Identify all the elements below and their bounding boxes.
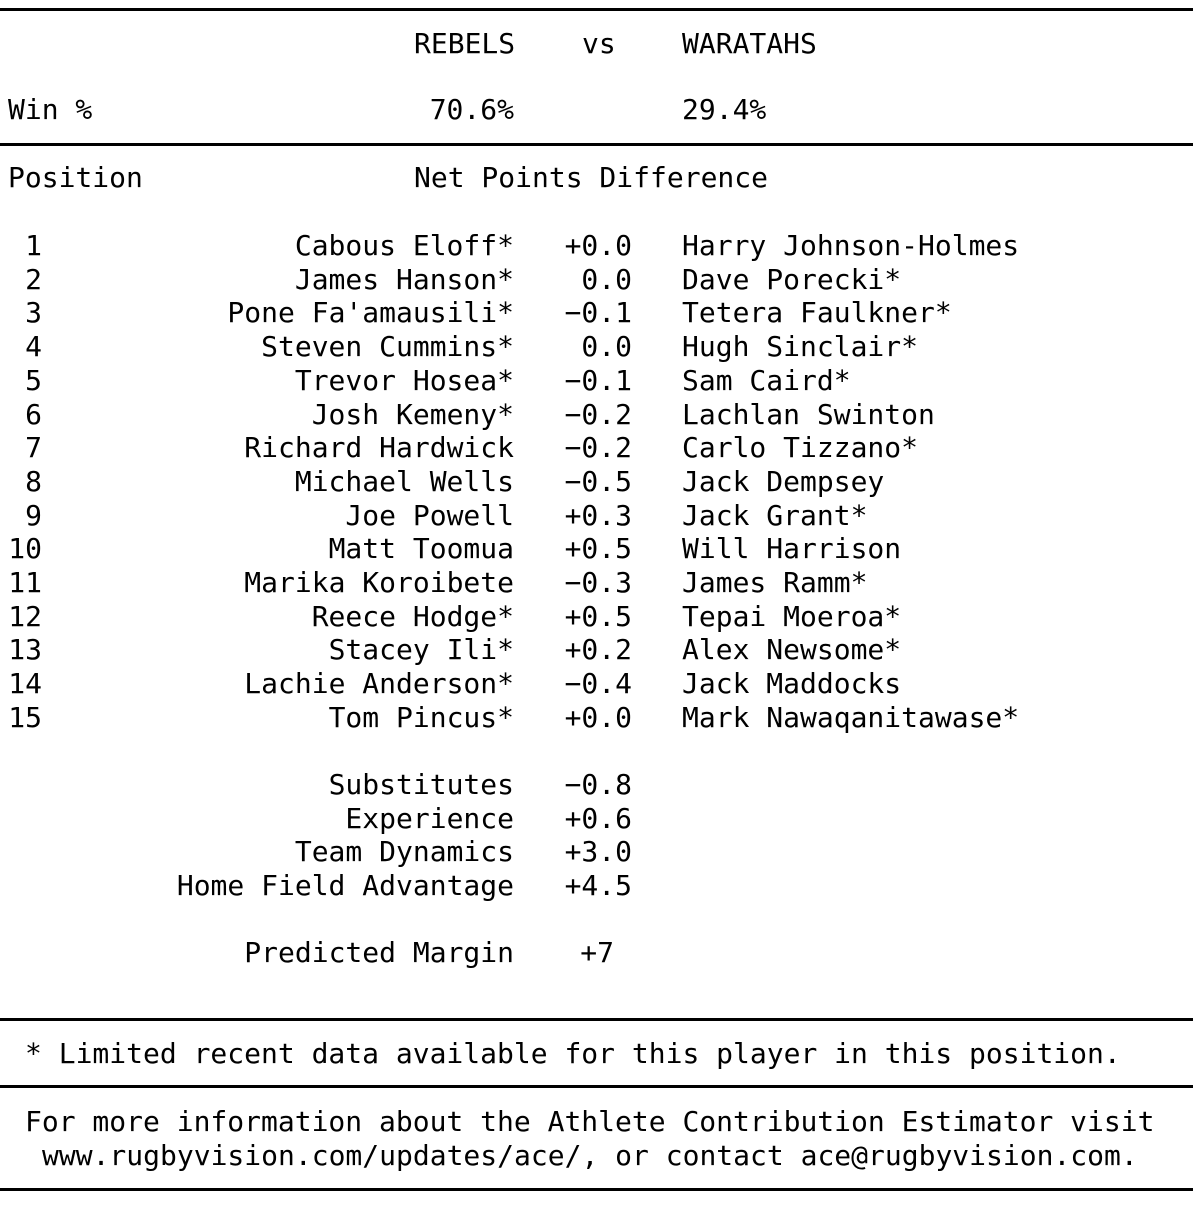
position-number: 3 (25, 296, 42, 330)
factor-value: +0.6 (564, 801, 632, 835)
away-player-name: Carlo Tizzano* (682, 431, 919, 465)
home-team-name: REBELS (414, 27, 516, 60)
footnote-text: * Limited recent data available for this player in this position. (25, 1037, 1121, 1070)
net-points-value: +0.2 (564, 633, 632, 667)
home-player-name: Marika Koroibete (244, 566, 514, 599)
footnote (0, 1037, 1193, 1071)
win-label: Win % (8, 93, 93, 126)
top-rule (0, 8, 1193, 11)
home-player-name: Trevor Hosea* (294, 363, 514, 397)
net-points-value: −0.5 (564, 464, 632, 498)
home-player-name: Pone Fa'amausili* (227, 296, 514, 330)
table-row (0, 229, 1193, 263)
position-number: 4 (25, 330, 42, 364)
factor-label: Substitutes (328, 768, 514, 801)
table-row (0, 499, 1193, 533)
win-percentage-row (0, 93, 1193, 127)
away-player-name: Jack Grant* (682, 498, 868, 532)
footnote-top-rule (0, 1018, 1193, 1021)
position-number: 2 (25, 262, 42, 296)
net-points-value: +0.0 (564, 700, 632, 734)
predicted-margin-value: +7 (580, 936, 614, 969)
away-player-name: Sam Caird* (682, 363, 851, 397)
net-points-value: +0.3 (564, 498, 632, 532)
table-row (0, 667, 1193, 701)
factor-row (0, 835, 1193, 869)
info-text-1: For more information about the Athlete Contribution Estimator visit (25, 1105, 1155, 1138)
predicted-margin-row (0, 936, 1193, 970)
factor-row (0, 869, 1193, 903)
header-rule (0, 143, 1193, 146)
away-player-name: Tetera Faulkner* (682, 296, 952, 330)
predicted-margin-label: Predicted Margin (244, 936, 514, 969)
table-row (0, 364, 1193, 398)
table-row (0, 532, 1193, 566)
net-points-value: +0.5 (564, 532, 632, 566)
home-player-name: Josh Kemeny* (311, 397, 514, 431)
factor-label: Home Field Advantage (176, 869, 514, 903)
away-player-name: Lachlan Swinton (682, 397, 935, 431)
net-points-value: −0.2 (564, 431, 632, 465)
info-line-1 (0, 1105, 1193, 1139)
position-number: 8 (25, 464, 42, 498)
net-points-value: −0.4 (564, 667, 632, 701)
home-player-name: Reece Hodge* (311, 599, 514, 633)
home-player-name: James Hanson* (294, 262, 514, 296)
table-row (0, 398, 1193, 432)
table-row (0, 431, 1193, 465)
net-points-value: 0.0 (581, 330, 632, 364)
position-number: 11 (8, 566, 42, 599)
home-player-name: Richard Hardwick (244, 431, 514, 465)
bottom-rule (0, 1188, 1193, 1191)
factor-row (0, 768, 1193, 802)
position-number: 1 (25, 229, 42, 262)
away-player-name: Mark Nawaqanitawase* (682, 700, 1020, 734)
home-player-name: Tom Pincus* (328, 700, 514, 734)
table-row (0, 701, 1193, 735)
table-row (0, 296, 1193, 330)
away-win-pct: 29.4% (682, 93, 767, 126)
table-row (0, 600, 1193, 634)
net-points-value: +0.0 (564, 229, 632, 262)
away-player-name: Tepai Moeroa* (682, 599, 902, 633)
footnote-bottom-rule (0, 1085, 1193, 1088)
factor-value: +3.0 (564, 835, 632, 869)
factor-label: Experience (345, 801, 514, 835)
net-points-value: +0.5 (564, 599, 632, 633)
net-points-value: 0.0 (581, 262, 632, 296)
home-player-name: Cabous Eloff* (294, 229, 514, 262)
position-number: 10 (8, 532, 42, 566)
info-line-2 (0, 1139, 1193, 1173)
position-number: 15 (8, 700, 42, 734)
position-number: 5 (25, 363, 42, 397)
home-player-name: Lachie Anderson* (244, 667, 514, 701)
away-player-name: Alex Newsome* (682, 633, 902, 667)
factor-value: +4.5 (564, 869, 632, 903)
table-row (0, 566, 1193, 600)
position-number: 7 (25, 431, 42, 465)
table-header (0, 161, 1193, 195)
position-number: 6 (25, 397, 42, 431)
net-points-value: −0.2 (564, 397, 632, 431)
vs-label: vs (582, 27, 616, 60)
position-number: 13 (8, 633, 42, 667)
position-header: Position (8, 161, 143, 194)
net-points-header: Net Points Difference (414, 161, 769, 194)
teams-header (0, 27, 1193, 61)
table-row (0, 263, 1193, 297)
away-player-name: Dave Porecki* (682, 262, 902, 296)
away-player-name: Hugh Sinclair* (682, 330, 919, 364)
position-number: 12 (8, 599, 42, 633)
home-player-name: Matt Toomua (328, 532, 514, 566)
away-team-name: WARATAHS (682, 27, 817, 60)
away-player-name: Harry Johnson-Holmes (682, 229, 1020, 262)
home-player-name: Stacey Ili* (328, 633, 514, 667)
home-player-name: Steven Cummins* (261, 330, 514, 364)
away-player-name: James Ramm* (682, 566, 868, 599)
away-player-name: Jack Maddocks (682, 667, 902, 701)
away-player-name: Jack Dempsey (682, 464, 885, 498)
table-row (0, 330, 1193, 364)
table-row (0, 633, 1193, 667)
position-number: 9 (25, 498, 42, 532)
home-win-pct: 70.6% (429, 93, 514, 126)
factor-row (0, 802, 1193, 836)
away-player-name: Will Harrison (682, 532, 902, 566)
table-row (0, 465, 1193, 499)
net-points-value: −0.3 (564, 566, 632, 599)
net-points-value: −0.1 (564, 296, 632, 330)
factor-value: −0.8 (564, 768, 632, 801)
position-number: 14 (8, 667, 42, 701)
factor-label: Team Dynamics (294, 835, 514, 869)
net-points-value: −0.1 (564, 363, 632, 397)
info-text-2: www.rugbyvision.com/updates/ace/, or contact ace@rugbyvision.com. (42, 1139, 1138, 1172)
home-player-name: Michael Wells (294, 464, 514, 498)
home-player-name: Joe Powell (345, 498, 514, 532)
